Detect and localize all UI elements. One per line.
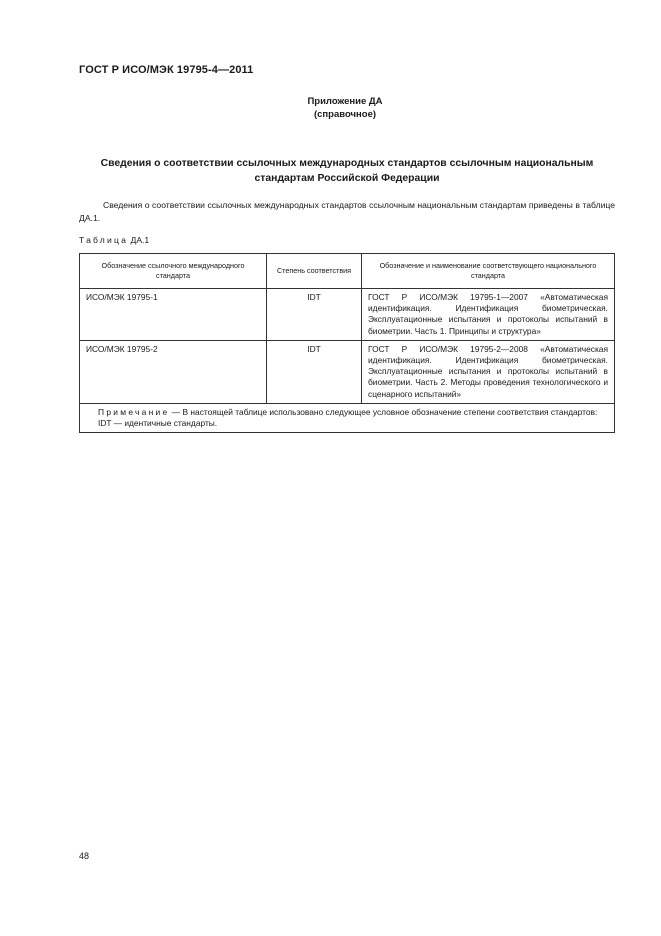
note-line2: IDT — идентичные стандарты. <box>98 418 218 429</box>
header-intl-standard: Обозначение ссылочного международного стандарта <box>80 254 267 289</box>
table-header-row <box>80 254 615 289</box>
note-paragraph <box>86 407 608 418</box>
intro-paragraph: Сведения о соответствии ссылочных международных стандартов ссылочным национальным стандартам приведены в таблице ДА.1. <box>79 200 615 223</box>
cell-intl-standard: ИСО/МЭК 19795-1 <box>80 289 267 341</box>
cell-intl-standard: ИСО/МЭК 19795-2 <box>80 340 267 403</box>
section-title <box>79 157 615 186</box>
section-title-line2: стандартам Российской Федерации <box>254 172 440 184</box>
cell-national-standard: ГОСТ Р ИСО/МЭК 19795-1—2007 «Автоматическая идентификация. Идентификация биометрическая. Эксплуатационные испытания и протоколы испытаний в биометрии. Часть 1. Принципы и структура» <box>362 289 615 341</box>
note-text: — В настоящей таблице использовано следующее условное обозначение степени соответствия стандартов: <box>169 406 598 417</box>
table-note <box>80 403 615 432</box>
appendix-title: Приложение ДА <box>307 96 383 107</box>
cell-degree: IDT <box>267 289 362 341</box>
table-caption <box>79 235 149 245</box>
table-row <box>80 289 615 341</box>
header-national-standard: Обозначение и наименование соответствующего национального стандарта <box>362 254 615 289</box>
header-degree: Степень соответствия <box>267 254 362 289</box>
cell-national-standard: ГОСТ Р ИСО/МЭК 19795-2—2008 «Автоматическая идентификация. Идентификация биометрическая. Эксплуатационные испытания и протоколы испытаний в биометрии. Часть 2. Методы проведения технологического и сценарного испытаний» <box>362 340 615 403</box>
table-caption-number: ДА.1 <box>128 235 150 245</box>
appendix-subtitle: (справочное) <box>313 109 377 120</box>
table-row <box>80 340 615 403</box>
appendix-heading <box>230 95 460 121</box>
reference-standards-table <box>79 253 615 433</box>
note-label: Примечание <box>98 406 170 417</box>
section-title-line1: Сведения о соответствии ссылочных международных стандартов ссылочным национальным <box>100 158 594 169</box>
page-number: 48 <box>79 851 90 861</box>
standard-code-header: ГОСТ Р ИСО/МЭК 19795-4—2011 <box>79 64 254 76</box>
cell-degree: IDT <box>267 340 362 403</box>
table-note-row <box>80 403 615 432</box>
table-caption-prefix: Таблица <box>79 235 129 245</box>
